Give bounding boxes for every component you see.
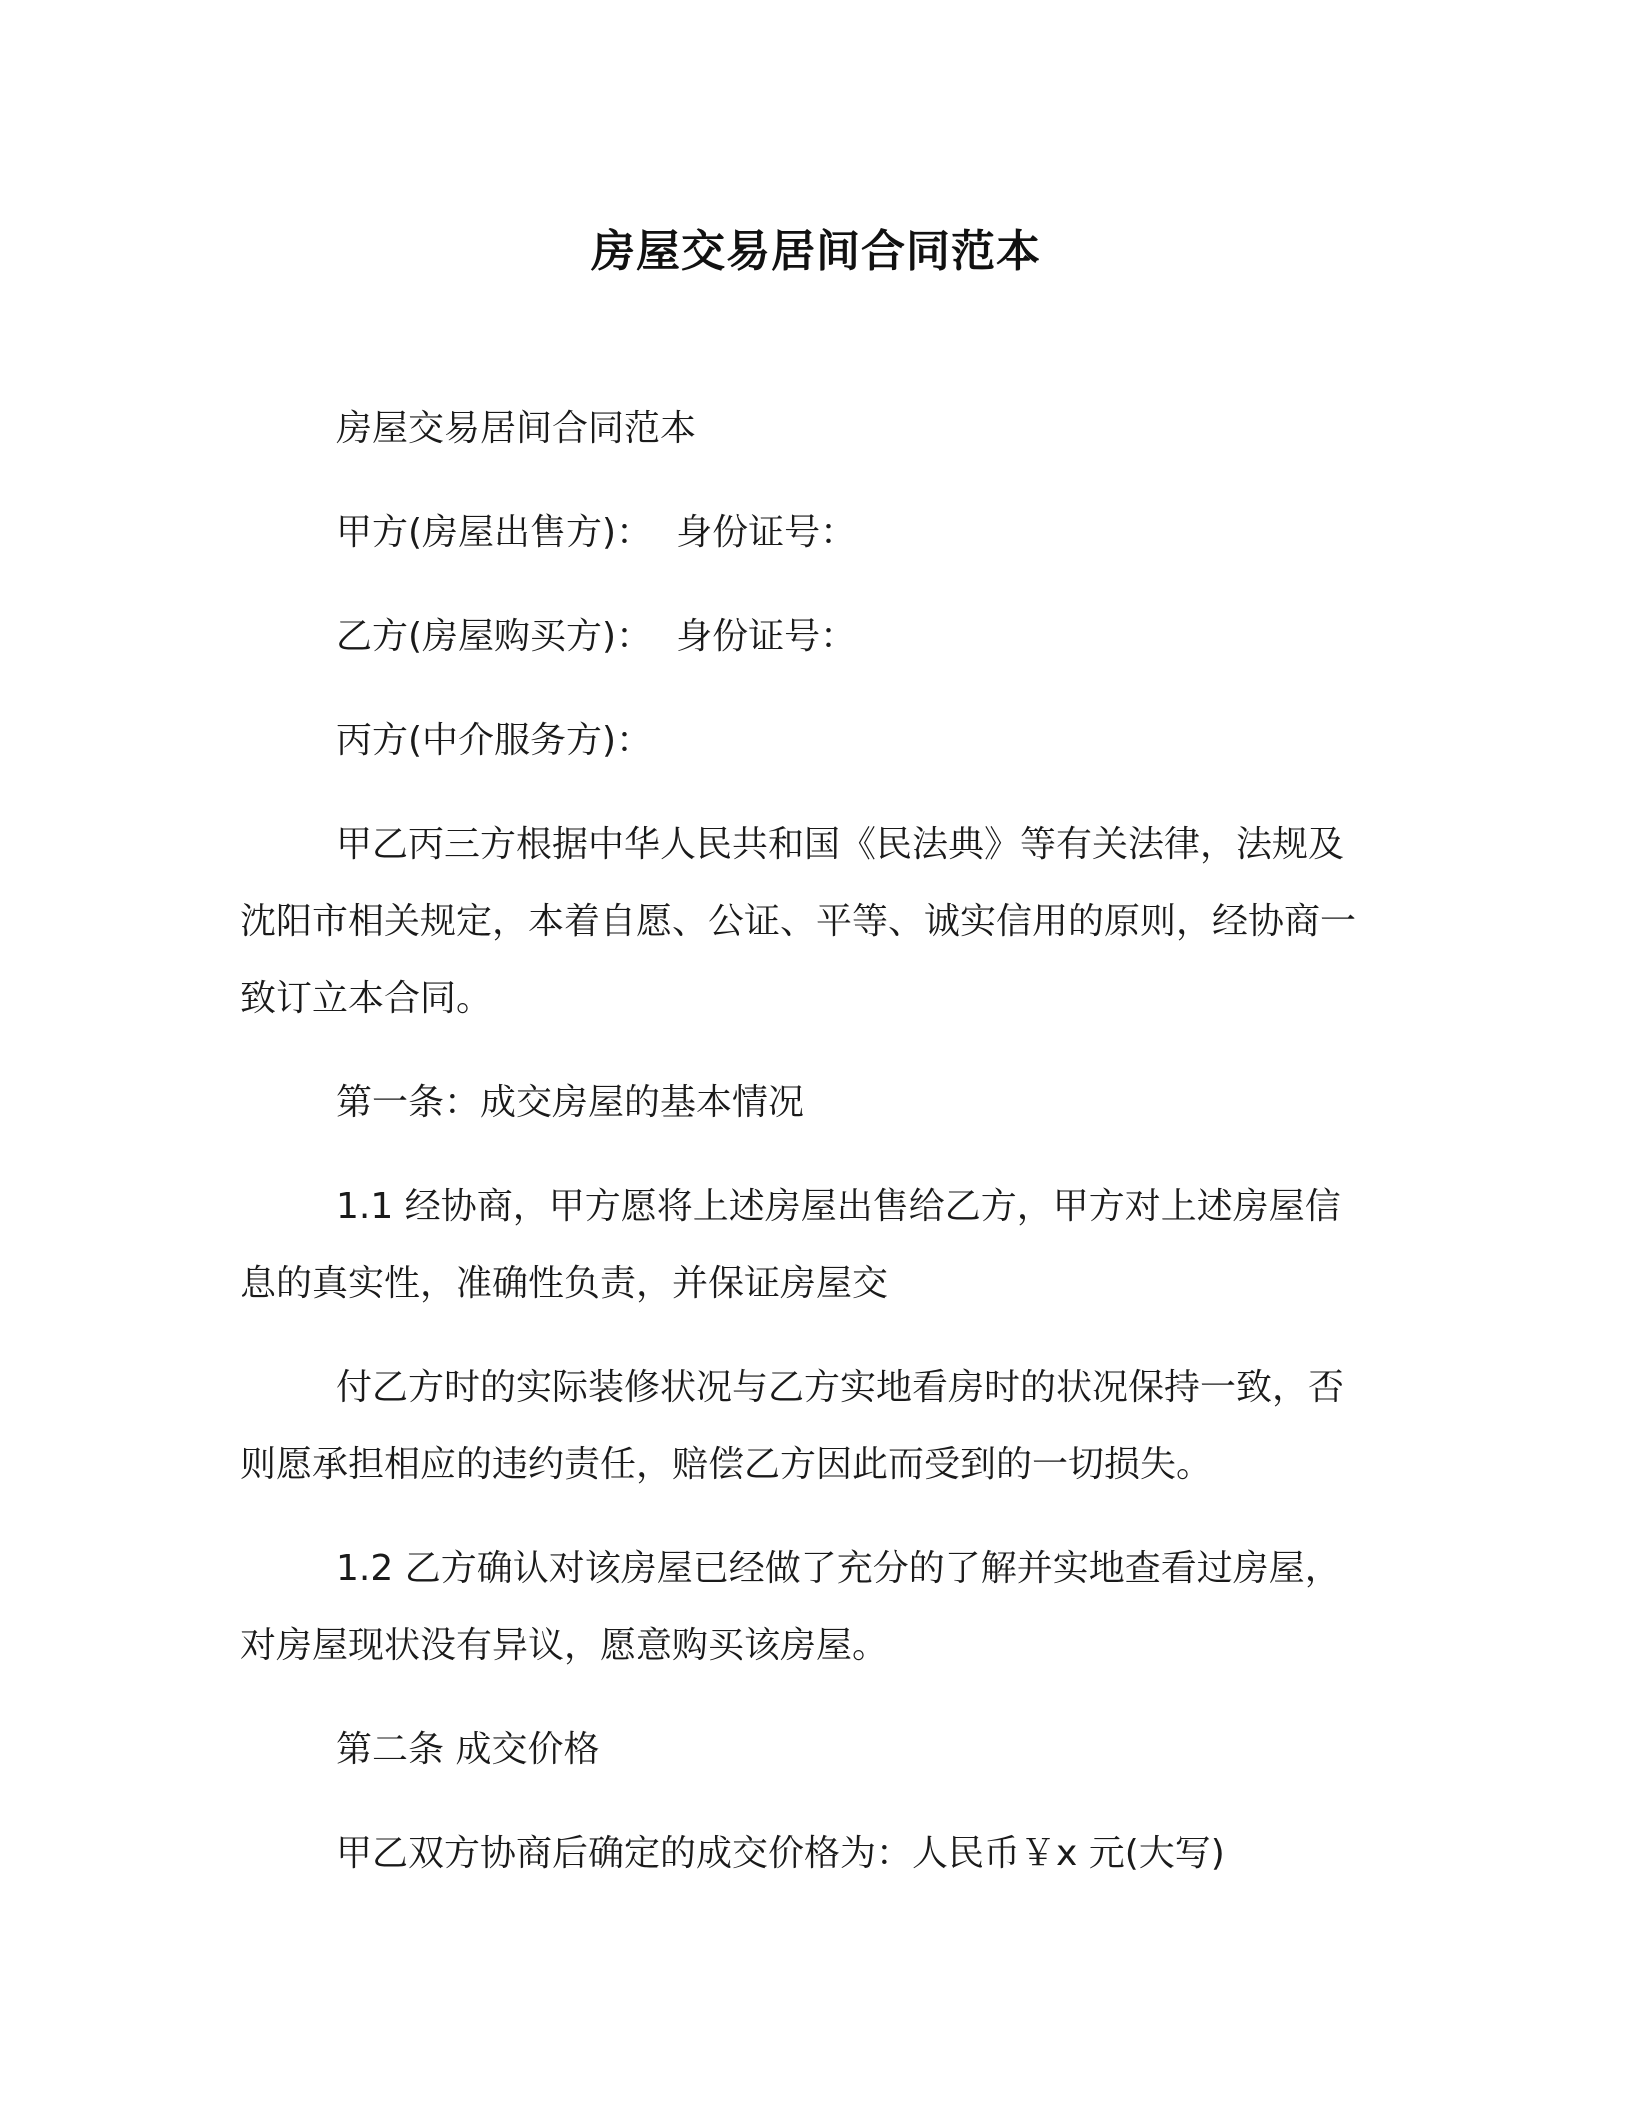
- party-a-id-label: 身份证号：: [676, 512, 857, 553]
- clause-1-2: 1.2 乙方确认对该房屋已经做了充分的了解并实地查看过房屋，对房屋现状没有异议，愿意购买该房屋。: [240, 1548, 1341, 1666]
- party-b-id-label: 身份证号：: [676, 616, 857, 657]
- clause-1-1-part1: 1.1 经协商，甲方愿将上述房屋出售给乙方，甲方对上述房屋信息的真实性，准确性负责，并保证房屋交: [240, 1186, 1341, 1304]
- article-1-heading: 第一条：成交房屋的基本情况: [336, 1082, 805, 1123]
- price-paragraph: 甲乙双方协商后确定的成交价格为：人民币￥x 元(大写): [336, 1833, 1225, 1874]
- document-body: [240, 390, 1376, 1919]
- subtitle: 房屋交易居间合同范本: [336, 408, 697, 449]
- party-b-label: 乙方(房屋购买方)：: [336, 616, 653, 657]
- party-a-label: 甲方(房屋出售方)：: [336, 512, 653, 553]
- article-2-heading: 第二条 成交价格: [336, 1729, 600, 1770]
- document-title: 房屋交易居间合同范本: [591, 226, 1041, 277]
- party-c-label: 丙方(中介服务方)：: [336, 720, 653, 761]
- party-a-line: [240, 494, 1376, 571]
- clause-1-1-part2: 付乙方时的实际装修状况与乙方实地看房时的状况保持一致，否则愿承担相应的违约责任，赔偿乙方因此而受到的一切损失。: [240, 1367, 1345, 1485]
- party-b-line: [240, 598, 1376, 675]
- party-c-line: [240, 702, 1376, 779]
- preamble-paragraph: 甲乙丙三方根据中华人民共和国《民法典》等有关法律，法规及沈阳市相关规定，本着自愿、公证、平等、诚实信用的原则，经协商一致订立本合同。: [240, 824, 1357, 1019]
